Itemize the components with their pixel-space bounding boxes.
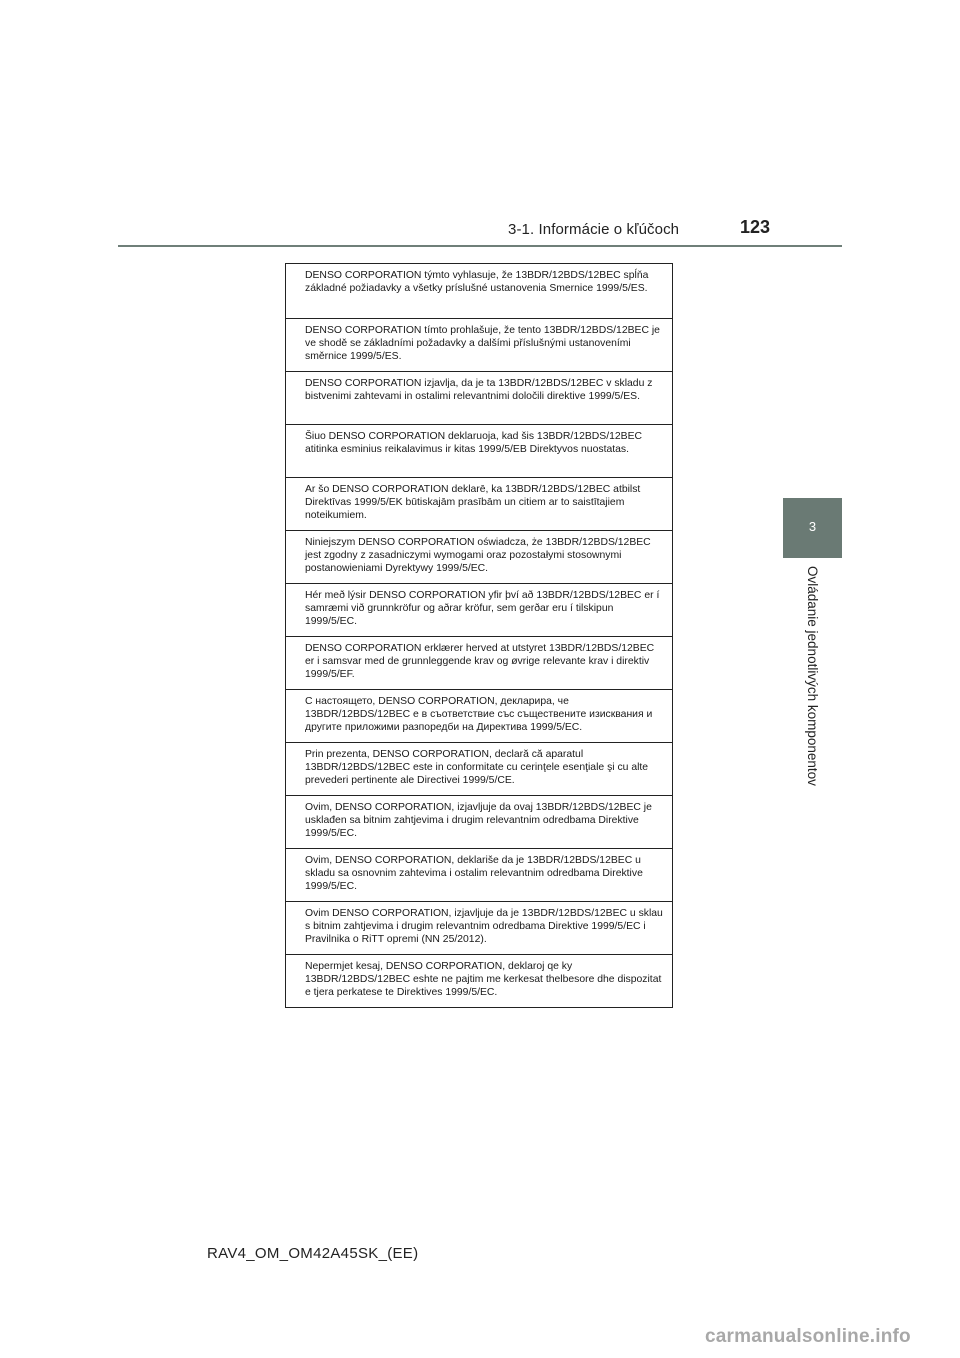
declaration-polish: Niniejszym DENSO CORPORATION oświadcza, że 13BDR/12BDS/12BEC jest zgodny z zasadniczymi wymogami oraz pozostałymi stosownymi postanowieniami Dyrektywy 1999/5/EC. <box>286 530 672 583</box>
declaration-romanian: Prin prezenta, DENSO CORPORATION, declară că aparatul 13BDR/12BDS/12BEC este in conformitate cu cerinţele esenţiale şi cu alte prevederi pertinente ale Directivei 1999/5/CE. <box>286 742 672 795</box>
page-number: 123 <box>740 217 771 237</box>
declaration-icelandic: Hér með lýsir DENSO CORPORATION yfir því að 13BDR/12BDS/12BEC er í samræmi við grunnkröfur og aðrar kröfur, sem gerðar eru í tilskipun 1999/5/EC. <box>286 583 672 636</box>
header-divider <box>118 245 842 247</box>
chapter-title: Ovládanie jednotlivých komponentov <box>805 566 820 786</box>
declaration-bulgarian: С настоящето, DENSO CORPORATION, декларира, че 13BDR/12BDS/12BEC е в съответствие със съществените изисквания и другите приложими разпоредби на Директива 1999/5/EC. <box>286 689 672 742</box>
declaration-bosnian: Ovim, DENSO CORPORATION, izjavljuje da ovaj 13BDR/12BDS/12BEC je usklađen sa bitnim zahtjevima i drugim relevantnim odredbama Direktive 1999/5/EC. <box>286 795 672 848</box>
declaration-lithuanian: Šiuo DENSO CORPORATION deklaruoja, kad šis 13BDR/12BDS/12BEC atitinka esminius reikalavimus ir kitas 1999/5/EB Direktyvos nuostatas. <box>286 424 672 477</box>
declaration-albanian: Nepermjet kesaj, DENSO CORPORATION, deklaroj qe ky 13BDR/12BDS/12BEC eshte ne pajtim me kerkesat thelbesore dhe dispozitat e tjera perkatese te Direktives 1999/5/EC. <box>286 954 672 1007</box>
watermark: carmanualsonline.info <box>705 1326 911 1347</box>
manual-code: RAV4_OM_OM42A45SK_(EE) <box>207 1245 419 1262</box>
declaration-czech: DENSO CORPORATION tímto prohlašuje, že tento 13BDR/12BDS/12BEC je ve shodě se základními požadavky a dalšími příslušnými ustanoveními směrnice 1999/5/ES. <box>286 318 672 371</box>
declaration-table <box>285 263 673 1008</box>
page-header <box>0 212 960 252</box>
declaration-slovak: DENSO CORPORATION týmto vyhlasuje, že 13BDR/12BDS/12BEC spĺňa základné požiadavky a všetky príslušné ustanovenia Smernice 1999/5/ES. <box>305 270 649 294</box>
section-title: 3-1. Informácie o kľúčoch <box>508 221 680 238</box>
chapter-number-tab: 3 <box>783 498 842 558</box>
declaration-croatian: Ovim DENSO CORPORATION, izjavljuje da je 13BDR/12BDS/12BEC u sklau s bitnim zahtjevima i drugim relevantnim odredbama Direktive 1999/5/EC i Pravilnika o RiTT opremi (NN 25/2012). <box>286 901 672 954</box>
declaration-slovenian: DENSO CORPORATION izjavlja, da je ta 13BDR/12BDS/12BEC v skladu z bistvenimi zahtevami in ostalimi relevantnimi določili direktive 1999/5/ES. <box>286 371 672 424</box>
declaration-norwegian: DENSO CORPORATION erklærer herved at utstyret 13BDR/12BDS/12BEC er i samsvar med de grunnleggende krav og øvrige relevante krav i direktiv 1999/5/EF. <box>286 636 672 689</box>
declaration-latvian: Ar šo DENSO CORPORATION deklarē, ka 13BDR/12BDS/12BEC atbilst Direktīvas 1999/5/EK būtiskajām prasībām un citiem ar to saistītajiem noteikumiem. <box>286 477 672 530</box>
declaration-serbian: Ovim, DENSO CORPORATION, deklariše da je 13BDR/12BDS/12BEC u skladu sa osnovnim zahtevima i ostalim relevantnim odredbama Direktive 1999/5/EC. <box>286 848 672 901</box>
